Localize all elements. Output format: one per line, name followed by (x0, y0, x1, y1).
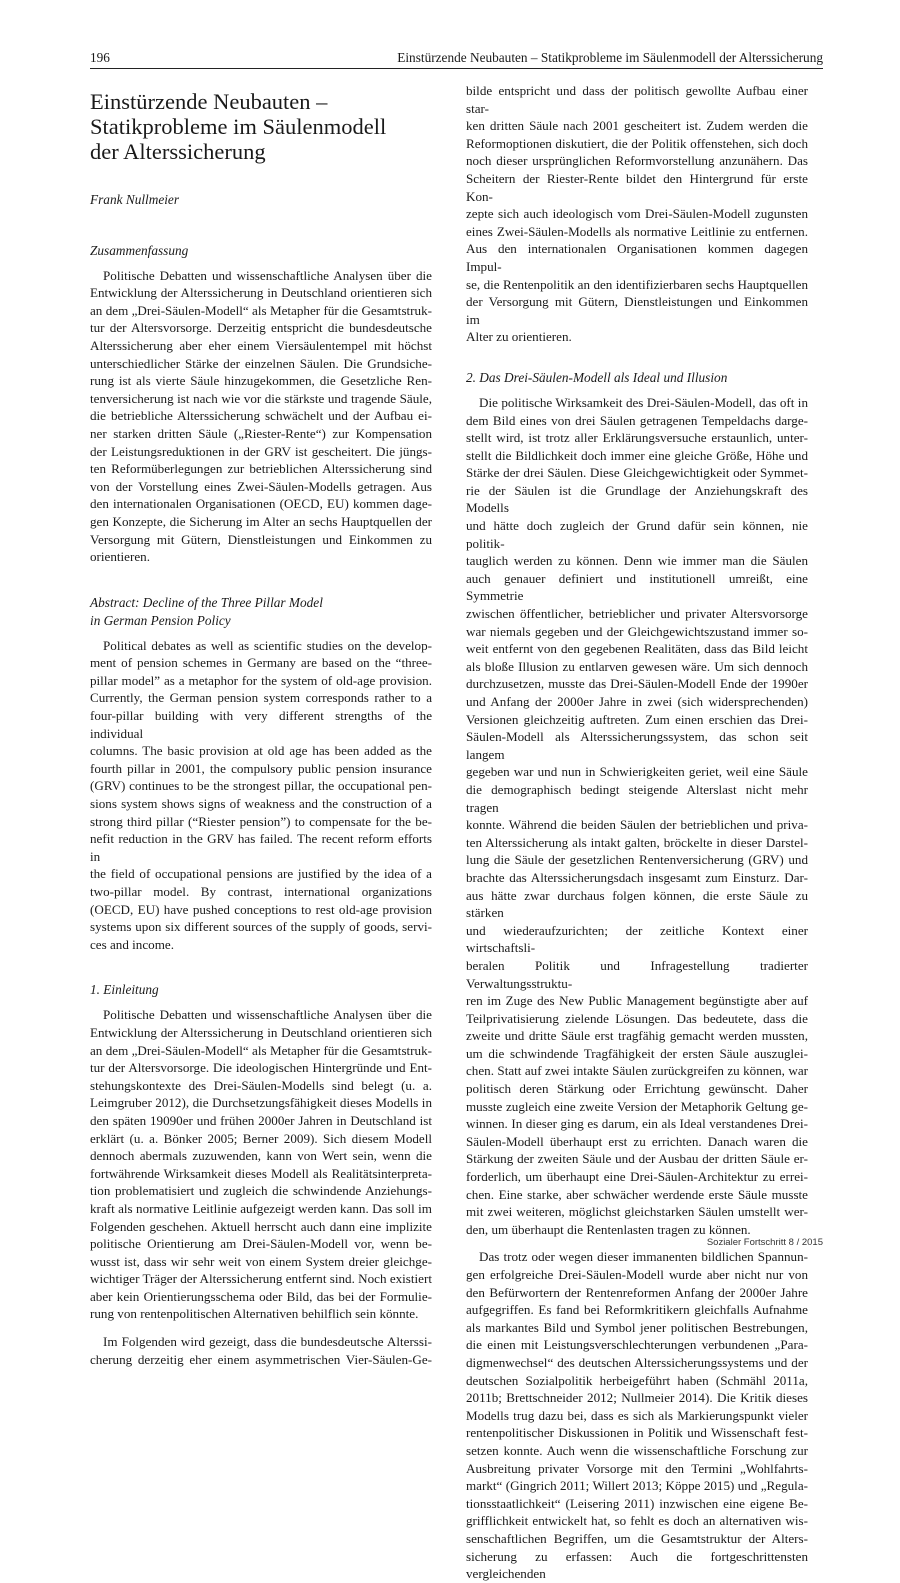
text-line: ment of pension schemes in Germany are based on the “three- (90, 655, 432, 671)
text-line: Stärkung der zweiten Säule und der Ausbau der dritten Säule er- (466, 1151, 808, 1167)
text-line: 2011b; Brettschneider 2012; Nullmeier 2014). Die Kritik dieses (466, 1390, 808, 1406)
einleitung-paragraph-1 (90, 1006, 432, 1323)
text-line: und hätte doch zugleich der Grund dafür sein können, nie politik- (466, 518, 808, 551)
text-line: tion problematisiert und zugleich die schwindende Anziehungs- (90, 1183, 432, 1199)
text-line: Alterssicherung aber eher einem Viersäulentempel mit höchst (90, 337, 432, 353)
text-line: wichtiger Träger der Alterssicherung entfernt sind. Noch existiert (90, 1271, 432, 1287)
text-line: setzen konnte. Auch wenn die wissenschaftliche Forschung zur (466, 1442, 808, 1458)
text-line: aber kein Orientierungsschema oder Bild, das bei der Formulie- (90, 1288, 432, 1304)
text-line: der Leistungsreduktionen in der GRV ist gescheitert. Die jüngs- (90, 443, 432, 459)
running-header (90, 48, 823, 69)
text-line: zweite und dritte Säule erst tragfähig gemacht werden mussten, (466, 1028, 808, 1044)
author-name: Frank Nullmeier (90, 192, 180, 207)
text-line: von der Vorstellung eines Zwei-Säulen-Modells getragen. Aus (90, 478, 432, 494)
text-line: als markantes Bild und Symbol jener politischen Bestrebungen, (466, 1319, 808, 1335)
einleitung-paragraph-2 (90, 1333, 432, 1368)
text-line: orientieren. (90, 549, 150, 565)
text-line: rung ist als vierte Säule hinzugekommen, die Gesetzliche Ren- (90, 373, 432, 389)
text-line: Entwicklung der Alterssicherung in Deutschland orientieren sich (90, 285, 432, 301)
text-line: die einen mit Leistungsverschlechterungen verbundenen „Para- (466, 1337, 808, 1353)
abstract-text (90, 637, 432, 954)
text-line: der Versorgung mit Gütern, Dienstleistungen und Einkommen im (466, 294, 808, 327)
text-line: ten Alterssicherung als intakt galten, bröckelte in dieser Darstel- (466, 834, 808, 850)
text-line: rung von rentenpolitischen Alternativen behilflich sein könnte. (90, 1306, 419, 1322)
text-line: (OECD, EU) have pushed conceptions to rest old-age provision (90, 901, 432, 917)
text-line: Politische Debatten und wissenschaftliche Analysen über die (103, 267, 432, 283)
text-line: systems upon six different sources of the supply of goods, servi- (90, 919, 432, 935)
title-line: Statikprobleme im Säulenmodell (90, 114, 387, 139)
text-line: aufgegriffen. Es fand bei Reformkritikern gleichfalls Aufnahme (466, 1302, 808, 1318)
text-line: two-pillar model. By contrast, international organizations (90, 884, 432, 899)
text-line: den, um überhaupt die Rentenlasten tragen zu können. (466, 1221, 751, 1237)
text-line: Versionen gleichzeitig auftreten. Zum einen erschien das Drei- (466, 711, 808, 727)
title-line: Einstürzende Neubauten – (90, 89, 328, 114)
section-1-heading: 1. Einleitung (90, 982, 159, 998)
text-line: die betriebliche Alterssicherung schwächelt und der Aufbau ei- (90, 408, 432, 424)
text-line: musste zugleich eine zweite Version der Metaphorik Geltung ge- (466, 1098, 808, 1114)
text-line: bilde entspricht und dass der politisch gewollte Aufbau einer star- (466, 83, 808, 116)
text-line: aus hätte zwar durchaus folgen können, die erste Säule zu stärken (466, 887, 808, 921)
text-line: als bloße Illusion zu entlarven gewesen wäre. Um sich dennoch (466, 658, 808, 674)
text-line: Die politische Wirksamkeit des Drei-Säulen-Modell, das oft in (479, 394, 808, 410)
text-line: auch genauer definiert und institutionell umreißt, eine Symmetrie (466, 570, 808, 604)
text-line: (GRV) continues to be the strongest pillar, the occupational pen- (90, 778, 432, 794)
text-line: durchzusetzen, musste das Drei-Säulen-Modell Ende der 1990er (466, 676, 808, 692)
text-line: stellt die Bildlichkeit doch immer eine gleiche Größe, Höhe und (466, 447, 808, 463)
text-line: Leimgruber 2012), die Durchsetzungsfähigkeit dieses Modells in (90, 1095, 432, 1111)
text-line: pillar model” as a metaphor for the system of old-age provision. (90, 672, 432, 688)
text-line: lung die Säule der gesetzlichen Rentenversicherung (GRV) und (466, 852, 808, 868)
text-line: mit zwei weiteren, möglichst gleichstarken Säulen umstellt wer- (466, 1204, 808, 1220)
text-line: digmenwechsel“ des deutschen Alterssicherungssystems und der (466, 1354, 808, 1370)
left-column (90, 82, 432, 1368)
text-line: ren im Zuge des New Public Management begünstigte aber auf (466, 993, 808, 1009)
text-line: den späten 19090er und frühen 2000er Jahren in Deutschland ist (90, 1112, 432, 1128)
text-line: ces and income. (90, 936, 174, 952)
abstract-heading-line: Abstract: Decline of the Three Pillar Model (90, 594, 323, 610)
text-line: und Anfang der 2000er Jahre in zwei (sich widersprechenden) (466, 694, 808, 709)
abstract-heading (90, 594, 432, 630)
right-column (466, 82, 808, 1583)
text-line: Reformoptionen diskutiert, die der Politik offenstehen, sich doch (466, 135, 808, 151)
text-line: den Befürwortern der Rentenreformen Anfang der 2000er Jahre (466, 1284, 808, 1300)
text-line: dennoch abermals zuzuwenden, kann von Wert sein, wenn die (90, 1148, 432, 1164)
text-line: rentenpolitischer Diskussionen in Politik und Wissenschaft fest- (466, 1425, 808, 1441)
text-line: Aus den internationalen Organisationen kommen dagegen Impul- (466, 241, 808, 274)
text-line: Scheitern der Riester-Rente bildet den Hintergrund für erste Kon- (466, 170, 808, 204)
text-line: den internationalen Organisationen (OECD, EU) kommen dage- (90, 496, 432, 512)
text-line: Versorgung mit Gütern, Dienstleistungen und Einkommen zu (90, 531, 432, 547)
text-line: Politische Debatten und wissenschaftliche Analysen über die (103, 1007, 432, 1023)
text-line: Säulen-Modell überhaupt erst zu errichten. Danach waren die (466, 1133, 808, 1149)
section-2-paragraph-2 (466, 1248, 808, 1582)
text-line: winnen. In dieser ging es darum, ein als Ideal verstandenes Drei- (466, 1116, 808, 1132)
text-line: senschaftlichen Begriffen, um die Gesamtstruktur der Alters- (466, 1530, 808, 1546)
text-line: chen. Statt auf zwei intakte Säulen zurückgreifen zu können, war (466, 1063, 808, 1079)
text-line: Stärke der drei Säulen. Diese Gleichgewichtigkeit oder Symmet- (466, 465, 808, 481)
text-line: beralen Politik und Infragestellung tradierter Verwaltungsstruktu- (466, 957, 808, 991)
abstract-heading-line: in German Pension Policy (90, 612, 231, 628)
text-line: kraft als normative Leitlinie aufgezeigt werden kann. Das soll im (90, 1200, 432, 1216)
title-line: der Alterssicherung (90, 139, 266, 164)
text-line: markt“ (Gingrich 2011; Willert 2013; Köppe 2015) und „Regula- (466, 1478, 808, 1494)
text-line: dem Bild eines von drei Säulen getragenen Tempeldachs darge- (466, 412, 808, 428)
text-line: fourth pillar in 2001, the compulsory public pension insurance (90, 760, 432, 776)
journal-footer: Sozialer Fortschritt 8 / 2015 (706, 1237, 823, 1248)
text-line: Das trotz oder wegen dieser immanenten bildlichen Spannun- (479, 1249, 808, 1265)
text-line: war niemals gegeben und der Gleichgewichtszustand immer so- (466, 623, 808, 639)
text-line: chen. Eine starke, aber schwächer werdende erste Säule musste (466, 1186, 808, 1202)
text-line: ner starken dritten Säule („Riester-Rente“) zur Kompensation (90, 425, 432, 441)
text-line: Teilprivatisierung zielende Lösungen. Das bedeutete, dass die (466, 1010, 808, 1026)
text-line: brachte das Alterssicherungsdach insgesamt zum Einsturz. Dar- (466, 869, 808, 885)
text-line: ken dritten Säule nach 2001 gescheitert ist. Zudem werden die (466, 118, 808, 134)
text-line: sions system shows signs of weakness and the construction of a (90, 796, 432, 812)
text-line: Säulen-Modell als Alterssicherungssystem, das schon seit langem (466, 729, 808, 762)
text-line: und wiederaufzurichten; der zeitliche Kontext einer wirtschaftsli- (466, 922, 808, 956)
text-line: stellt wird, ist trotz aller Erklärungsversuche erstaunlich, unter- (466, 430, 808, 446)
text-line: unterschiedlicher Stärke der einzelnen Säulen. Die Grundsiche- (90, 355, 432, 371)
text-line: zwischen öffentlicher, betrieblicher und privater Altersvorsorge (466, 606, 808, 622)
text-line: an dem „Drei-Säulen-Modell“ als Metapher für die Gesamtstruk- (90, 1042, 432, 1058)
text-line: Folgenden geschehen. Aktuell herrscht auch dann eine implizite (90, 1218, 432, 1234)
text-line: Political debates as well as scientific studies on the develop- (103, 637, 432, 653)
article-title (90, 89, 432, 164)
text-line: tur der Altersvorsorge. Die ideologischen Hintergründe und Ent- (90, 1060, 432, 1076)
text-line: zepte sich auch ideologisch vom Drei-Säulen-Modell zugunsten (466, 206, 808, 222)
text-line: die demographisch bedingt steigende Alterslast nicht mehr tragen (466, 781, 808, 815)
text-line: Alter zu orientieren. (466, 329, 572, 345)
zusammenfassung-text (90, 267, 432, 566)
text-line: erklärt (u. a. Bönker 2005; Berner 2009). Sich diesem Modell (90, 1130, 432, 1146)
section-2-paragraph-1 (466, 394, 808, 1239)
text-line: four-pillar building with very different strengths of the individual (90, 708, 432, 741)
text-line: grifflichkeit entwickelt hat, so fehlt es doch an alternativen wis- (466, 1513, 808, 1529)
text-line: cherung derzeitig eher einem asymmetrischen Vier-Säulen-Ge- (90, 1351, 432, 1367)
text-line: tenversicherung ist nach wie vor die stärkste und tragende Säule, (90, 390, 432, 406)
text-line: deutschen Sozialpolitik herbeigeführt haben (Schmähl 2011a, (466, 1372, 808, 1388)
text-line: weit entfernt von den gegebenen Realitäten, dass das Bild leicht (466, 641, 808, 657)
text-line: nefit reduction in the GRV has failed. The recent reform efforts in (90, 831, 432, 864)
text-line: Modells trug dazu bei, dass es sich als Markierungspunkt vieler (466, 1407, 808, 1423)
text-line: gen erfolgreiche Drei-Säulen-Modell wurde aber nicht nur von (466, 1267, 808, 1282)
page-number: 196 (90, 50, 110, 65)
text-line: tur der Altersvorsorge. Derzeitig entspricht die bundesdeutsche (90, 320, 432, 336)
text-line: se, die Rentenpolitik an den identifizierbaren sechs Hauptquellen (466, 276, 808, 292)
text-line: Currently, the German pension system corresponds rather to a (90, 690, 432, 706)
section-2-heading: 2. Das Drei-Säulen-Modell als Ideal und Illusion (466, 369, 728, 385)
running-title: Einstürzende Neubauten – Statikprobleme im Säulenmodell der Alterssicherung (397, 50, 823, 65)
text-line: gegeben war und nun in Schwierigkeiten geriet, weil eine Säule (466, 764, 808, 780)
text-line: strong third pillar (“Riester pension”) to compensate for the be- (90, 813, 432, 829)
text-line: Im Folgenden wird gezeigt, dass die bundesdeutsche Alterssi- (103, 1334, 432, 1350)
text-line: rie der Säulen ist die Grundlage der Anziehungskraft des Modells (466, 482, 808, 516)
text-line: the field of occupational pensions are justified by the idea of a (90, 866, 432, 882)
text-line: eines Zwei-Säulen-Modells als normative Leitlinie zu entfernen. (466, 223, 808, 239)
text-line: konnte. Während die beiden Säulen der betrieblichen und priva- (466, 817, 808, 833)
text-line: ten Reformüberlegungen zur betrieblichen Alterssicherung sind (90, 461, 432, 477)
text-line: Ausbreitung privater Vorsorge mit den Termini „Wohlfahrts- (466, 1460, 808, 1476)
text-line: politisch deren Stärkung oder Errichtung gewünscht. Daher (466, 1081, 808, 1097)
text-line: tauglich werden zu können. Denn wie immer man die Säulen (466, 553, 808, 569)
text-line: an dem „Drei-Säulen-Modell“ als Metapher für die Gesamtstruk- (90, 302, 432, 318)
text-line: Entwicklung der Alterssicherung in Deutschland orientieren sich (90, 1024, 432, 1040)
text-line: wusst ist, dass wir sehr weit von einem System dreier gleichge- (90, 1253, 432, 1269)
zusammenfassung-heading: Zusammenfassung (90, 242, 189, 258)
text-line: columns. The basic provision at old age has been added as the (90, 743, 432, 759)
text-line: gen Konzepte, die Sicherung im Alter an sechs Hauptquellen der (90, 513, 432, 529)
text-line: politische Orientierung am Drei-Säulen-Modell vor, wenn be- (90, 1236, 432, 1252)
text-line: fortwährende Wirksamkeit dieses Modell als Realitätsinterpreta- (90, 1165, 432, 1181)
text-line: noch dieser ursprünglichen Reformvorstellung anzunähern. Das (466, 153, 808, 169)
text-line: sicherung zu erfassen: Auch die fortgeschrittensten vergleichenden (466, 1548, 808, 1582)
text-line: tionsstaatlichkeit“ (Leisering 2011) inzwischen eine eigene Be- (466, 1495, 808, 1511)
text-line: forderlich, um überhaupt eine Drei-Säulen-Architektur zu errei- (466, 1169, 808, 1185)
text-line: stehungskontexte des Drei-Säulen-Modells sind belegt (u. a. (90, 1077, 432, 1093)
text-line: um die schwindende Tragfähigkeit der ersten Säule auszuglei- (466, 1045, 808, 1061)
einleitung-continuation (466, 82, 808, 346)
